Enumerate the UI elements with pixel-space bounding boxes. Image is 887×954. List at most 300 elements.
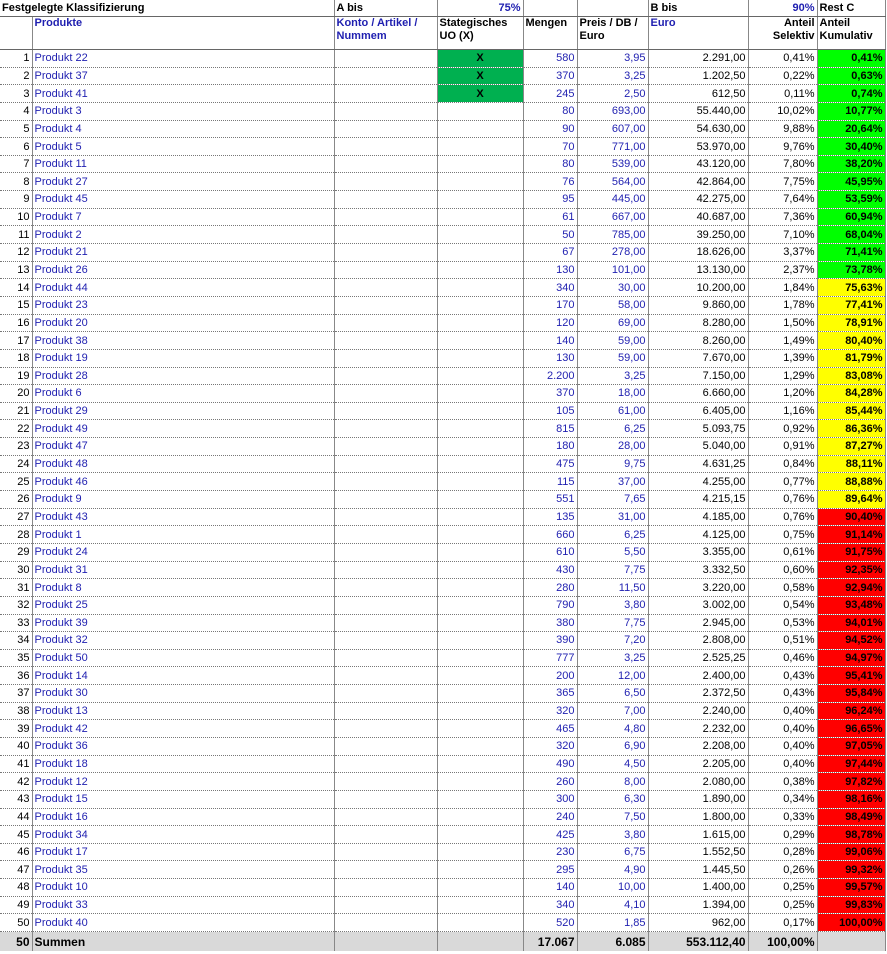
account-number[interactable] <box>334 579 437 597</box>
preis-cell[interactable]: 6,25 <box>577 420 648 438</box>
mengen-cell[interactable]: 390 <box>523 632 577 650</box>
preis-cell[interactable]: 3,80 <box>577 826 648 844</box>
product-name[interactable]: Produkt 38 <box>32 332 334 350</box>
preis-cell[interactable]: 539,00 <box>577 155 648 173</box>
mengen-cell[interactable]: 490 <box>523 755 577 773</box>
mengen-cell[interactable]: 120 <box>523 314 577 332</box>
mengen-cell[interactable]: 115 <box>523 473 577 491</box>
preis-cell[interactable]: 59,00 <box>577 349 648 367</box>
table-row[interactable] <box>0 508 885 526</box>
strategic-flag[interactable] <box>437 296 523 314</box>
account-number[interactable] <box>334 367 437 385</box>
product-name[interactable]: Produkt 2 <box>32 226 334 244</box>
product-name[interactable]: Produkt 19 <box>32 349 334 367</box>
strategic-flag[interactable] <box>437 491 523 509</box>
account-number[interactable] <box>334 208 437 226</box>
preis-cell[interactable]: 607,00 <box>577 120 648 138</box>
mengen-cell[interactable]: 135 <box>523 508 577 526</box>
mengen-cell[interactable]: 50 <box>523 226 577 244</box>
table-row[interactable] <box>0 773 885 791</box>
preis-cell[interactable]: 3,25 <box>577 67 648 85</box>
mengen-cell[interactable]: 130 <box>523 349 577 367</box>
account-number[interactable] <box>334 667 437 685</box>
preis-cell[interactable]: 4,80 <box>577 720 648 738</box>
preis-cell[interactable]: 6,90 <box>577 737 648 755</box>
table-row[interactable] <box>0 790 885 808</box>
account-number[interactable] <box>334 226 437 244</box>
strategic-flag[interactable] <box>437 702 523 720</box>
table-row[interactable] <box>0 191 885 209</box>
account-number[interactable] <box>334 349 437 367</box>
mengen-cell[interactable]: 790 <box>523 596 577 614</box>
account-number[interactable] <box>334 50 437 68</box>
account-number[interactable] <box>334 720 437 738</box>
table-row[interactable] <box>0 720 885 738</box>
account-number[interactable] <box>334 843 437 861</box>
strategic-flag[interactable] <box>437 596 523 614</box>
account-number[interactable] <box>334 808 437 826</box>
mengen-cell[interactable]: 320 <box>523 737 577 755</box>
account-number[interactable] <box>334 879 437 897</box>
product-name[interactable]: Produkt 26 <box>32 261 334 279</box>
strategic-flag[interactable] <box>437 226 523 244</box>
table-row[interactable] <box>0 261 885 279</box>
mengen-cell[interactable]: 2.200 <box>523 367 577 385</box>
preis-cell[interactable]: 59,00 <box>577 332 648 350</box>
product-name[interactable]: Produkt 8 <box>32 579 334 597</box>
preis-cell[interactable]: 7,75 <box>577 561 648 579</box>
preis-cell[interactable]: 6,30 <box>577 790 648 808</box>
strategic-flag[interactable] <box>437 773 523 791</box>
mengen-cell[interactable]: 170 <box>523 296 577 314</box>
mengen-cell[interactable]: 67 <box>523 244 577 262</box>
preis-cell[interactable]: 4,90 <box>577 861 648 879</box>
account-number[interactable] <box>334 173 437 191</box>
table-row[interactable] <box>0 367 885 385</box>
strategic-flag[interactable] <box>437 526 523 544</box>
account-number[interactable] <box>334 632 437 650</box>
mengen-cell[interactable]: 230 <box>523 843 577 861</box>
account-number[interactable] <box>334 914 437 932</box>
account-number[interactable] <box>334 896 437 914</box>
table-row[interactable] <box>0 155 885 173</box>
strategic-flag[interactable] <box>437 173 523 191</box>
table-row[interactable] <box>0 702 885 720</box>
mengen-cell[interactable]: 380 <box>523 614 577 632</box>
product-name[interactable]: Produkt 28 <box>32 367 334 385</box>
strategic-flag[interactable] <box>437 244 523 262</box>
mengen-cell[interactable]: 340 <box>523 896 577 914</box>
product-name[interactable]: Produkt 5 <box>32 138 334 156</box>
preis-cell[interactable]: 3,80 <box>577 596 648 614</box>
table-row[interactable] <box>0 208 885 226</box>
table-row[interactable] <box>0 102 885 120</box>
account-number[interactable] <box>334 790 437 808</box>
table-row[interactable] <box>0 543 885 561</box>
preis-cell[interactable]: 61,00 <box>577 402 648 420</box>
mengen-cell[interactable]: 520 <box>523 914 577 932</box>
product-name[interactable]: Produkt 35 <box>32 861 334 879</box>
table-row[interactable] <box>0 596 885 614</box>
strategic-flag[interactable]: X <box>437 85 523 103</box>
product-name[interactable]: Produkt 48 <box>32 455 334 473</box>
table-row[interactable] <box>0 861 885 879</box>
mengen-cell[interactable]: 551 <box>523 491 577 509</box>
table-row[interactable] <box>0 226 885 244</box>
product-name[interactable]: Produkt 27 <box>32 173 334 191</box>
product-name[interactable]: Produkt 9 <box>32 491 334 509</box>
table-row[interactable] <box>0 438 885 456</box>
table-row[interactable] <box>0 826 885 844</box>
preis-cell[interactable]: 3,95 <box>577 50 648 68</box>
preis-cell[interactable]: 2,50 <box>577 85 648 103</box>
strategic-flag[interactable] <box>437 790 523 808</box>
strategic-flag[interactable] <box>437 579 523 597</box>
strategic-flag[interactable] <box>437 632 523 650</box>
strategic-flag[interactable] <box>437 914 523 932</box>
preis-cell[interactable]: 564,00 <box>577 173 648 191</box>
table-row[interactable] <box>0 296 885 314</box>
table-row[interactable] <box>0 685 885 703</box>
strategic-flag[interactable] <box>437 455 523 473</box>
preis-cell[interactable]: 3,25 <box>577 649 648 667</box>
table-row[interactable] <box>0 667 885 685</box>
product-name[interactable]: Produkt 25 <box>32 596 334 614</box>
account-number[interactable] <box>334 526 437 544</box>
table-row[interactable] <box>0 632 885 650</box>
strategic-flag[interactable] <box>437 279 523 297</box>
table-row[interactable] <box>0 85 885 103</box>
product-name[interactable]: Produkt 15 <box>32 790 334 808</box>
preis-cell[interactable]: 28,00 <box>577 438 648 456</box>
preis-cell[interactable]: 6,25 <box>577 526 648 544</box>
product-name[interactable]: Produkt 42 <box>32 720 334 738</box>
product-name[interactable]: Produkt 3 <box>32 102 334 120</box>
product-name[interactable]: Produkt 29 <box>32 402 334 420</box>
table-row[interactable] <box>0 473 885 491</box>
mengen-cell[interactable]: 815 <box>523 420 577 438</box>
mengen-cell[interactable]: 95 <box>523 191 577 209</box>
preis-cell[interactable]: 667,00 <box>577 208 648 226</box>
account-number[interactable] <box>334 596 437 614</box>
mengen-cell[interactable]: 475 <box>523 455 577 473</box>
strategic-flag[interactable] <box>437 138 523 156</box>
mengen-cell[interactable]: 370 <box>523 67 577 85</box>
mengen-cell[interactable]: 130 <box>523 261 577 279</box>
table-row[interactable] <box>0 173 885 191</box>
account-number[interactable] <box>334 508 437 526</box>
product-name[interactable]: Produkt 13 <box>32 702 334 720</box>
strategic-flag[interactable] <box>437 685 523 703</box>
class-a-threshold[interactable]: 75% <box>437 0 523 17</box>
strategic-flag[interactable]: X <box>437 50 523 68</box>
mengen-cell[interactable]: 300 <box>523 790 577 808</box>
mengen-cell[interactable]: 80 <box>523 102 577 120</box>
table-row[interactable] <box>0 896 885 914</box>
product-name[interactable]: Produkt 22 <box>32 50 334 68</box>
mengen-cell[interactable]: 90 <box>523 120 577 138</box>
preis-cell[interactable]: 101,00 <box>577 261 648 279</box>
table-row[interactable] <box>0 526 885 544</box>
table-row[interactable] <box>0 614 885 632</box>
account-number[interactable] <box>334 826 437 844</box>
strategic-flag[interactable] <box>437 102 523 120</box>
preis-cell[interactable]: 7,65 <box>577 491 648 509</box>
table-row[interactable] <box>0 737 885 755</box>
table-row[interactable] <box>0 843 885 861</box>
strategic-flag[interactable] <box>437 191 523 209</box>
account-number[interactable] <box>334 491 437 509</box>
mengen-cell[interactable]: 610 <box>523 543 577 561</box>
product-name[interactable]: Produkt 46 <box>32 473 334 491</box>
table-row[interactable] <box>0 914 885 932</box>
strategic-flag[interactable] <box>437 508 523 526</box>
preis-cell[interactable]: 69,00 <box>577 314 648 332</box>
account-number[interactable] <box>334 543 437 561</box>
account-number[interactable] <box>334 385 437 403</box>
strategic-flag[interactable] <box>437 385 523 403</box>
account-number[interactable] <box>334 473 437 491</box>
account-number[interactable] <box>334 438 437 456</box>
strategic-flag[interactable]: X <box>437 67 523 85</box>
account-number[interactable] <box>334 67 437 85</box>
mengen-cell[interactable]: 200 <box>523 667 577 685</box>
mengen-cell[interactable]: 240 <box>523 808 577 826</box>
account-number[interactable] <box>334 861 437 879</box>
preis-cell[interactable]: 7,20 <box>577 632 648 650</box>
preis-cell[interactable]: 7,00 <box>577 702 648 720</box>
account-number[interactable] <box>334 261 437 279</box>
mengen-cell[interactable]: 76 <box>523 173 577 191</box>
preis-cell[interactable]: 693,00 <box>577 102 648 120</box>
table-row[interactable] <box>0 50 885 68</box>
table-row[interactable] <box>0 402 885 420</box>
account-number[interactable] <box>334 85 437 103</box>
mengen-cell[interactable]: 320 <box>523 702 577 720</box>
strategic-flag[interactable] <box>437 367 523 385</box>
mengen-cell[interactable]: 660 <box>523 526 577 544</box>
strategic-flag[interactable] <box>437 332 523 350</box>
table-row[interactable] <box>0 455 885 473</box>
mengen-cell[interactable]: 370 <box>523 385 577 403</box>
product-name[interactable]: Produkt 24 <box>32 543 334 561</box>
strategic-flag[interactable] <box>437 420 523 438</box>
table-row[interactable] <box>0 561 885 579</box>
mengen-cell[interactable]: 280 <box>523 579 577 597</box>
preis-cell[interactable]: 31,00 <box>577 508 648 526</box>
account-number[interactable] <box>334 332 437 350</box>
product-name[interactable]: Produkt 30 <box>32 685 334 703</box>
account-number[interactable] <box>334 420 437 438</box>
account-number[interactable] <box>334 191 437 209</box>
account-number[interactable] <box>334 402 437 420</box>
product-name[interactable]: Produkt 10 <box>32 879 334 897</box>
strategic-flag[interactable] <box>437 561 523 579</box>
product-name[interactable]: Produkt 11 <box>32 155 334 173</box>
product-name[interactable]: Produkt 41 <box>32 85 334 103</box>
product-name[interactable]: Produkt 36 <box>32 737 334 755</box>
table-row[interactable] <box>0 385 885 403</box>
strategic-flag[interactable] <box>437 402 523 420</box>
strategic-flag[interactable] <box>437 737 523 755</box>
table-row[interactable] <box>0 138 885 156</box>
account-number[interactable] <box>334 296 437 314</box>
preis-cell[interactable]: 58,00 <box>577 296 648 314</box>
preis-cell[interactable]: 18,00 <box>577 385 648 403</box>
class-b-threshold[interactable]: 90% <box>748 0 817 17</box>
product-name[interactable]: Produkt 20 <box>32 314 334 332</box>
table-row[interactable] <box>0 349 885 367</box>
strategic-flag[interactable] <box>437 543 523 561</box>
product-name[interactable]: Produkt 7 <box>32 208 334 226</box>
mengen-cell[interactable]: 340 <box>523 279 577 297</box>
table-row[interactable] <box>0 420 885 438</box>
account-number[interactable] <box>334 314 437 332</box>
account-number[interactable] <box>334 244 437 262</box>
account-number[interactable] <box>334 102 437 120</box>
product-name[interactable]: Produkt 4 <box>32 120 334 138</box>
preis-cell[interactable]: 6,75 <box>577 843 648 861</box>
table-row[interactable] <box>0 808 885 826</box>
mengen-cell[interactable]: 140 <box>523 879 577 897</box>
preis-cell[interactable]: 7,50 <box>577 808 648 826</box>
account-number[interactable] <box>334 120 437 138</box>
product-name[interactable]: Produkt 37 <box>32 67 334 85</box>
preis-cell[interactable]: 11,50 <box>577 579 648 597</box>
strategic-flag[interactable] <box>437 649 523 667</box>
table-row[interactable] <box>0 755 885 773</box>
product-name[interactable]: Produkt 18 <box>32 755 334 773</box>
mengen-cell[interactable]: 140 <box>523 332 577 350</box>
product-name[interactable]: Produkt 31 <box>32 561 334 579</box>
product-name[interactable]: Produkt 39 <box>32 614 334 632</box>
table-row[interactable] <box>0 279 885 297</box>
product-name[interactable]: Produkt 16 <box>32 808 334 826</box>
strategic-flag[interactable] <box>437 155 523 173</box>
strategic-flag[interactable] <box>437 349 523 367</box>
table-row[interactable] <box>0 491 885 509</box>
strategic-flag[interactable] <box>437 208 523 226</box>
account-number[interactable] <box>334 279 437 297</box>
preis-cell[interactable]: 5,50 <box>577 543 648 561</box>
mengen-cell[interactable]: 465 <box>523 720 577 738</box>
preis-cell[interactable]: 1,85 <box>577 914 648 932</box>
mengen-cell[interactable]: 61 <box>523 208 577 226</box>
product-name[interactable]: Produkt 6 <box>32 385 334 403</box>
account-number[interactable] <box>334 737 437 755</box>
table-row[interactable] <box>0 579 885 597</box>
table-row[interactable] <box>0 314 885 332</box>
product-name[interactable]: Produkt 17 <box>32 843 334 861</box>
product-name[interactable]: Produkt 47 <box>32 438 334 456</box>
account-number[interactable] <box>334 702 437 720</box>
preis-cell[interactable]: 3,25 <box>577 367 648 385</box>
preis-cell[interactable]: 7,75 <box>577 614 648 632</box>
account-number[interactable] <box>334 614 437 632</box>
product-name[interactable]: Produkt 23 <box>32 296 334 314</box>
product-name[interactable]: Produkt 33 <box>32 896 334 914</box>
preis-cell[interactable]: 6,50 <box>577 685 648 703</box>
strategic-flag[interactable] <box>437 896 523 914</box>
mengen-cell[interactable]: 425 <box>523 826 577 844</box>
mengen-cell[interactable]: 580 <box>523 50 577 68</box>
preis-cell[interactable]: 278,00 <box>577 244 648 262</box>
product-name[interactable]: Produkt 43 <box>32 508 334 526</box>
product-name[interactable]: Produkt 34 <box>32 826 334 844</box>
strategic-flag[interactable] <box>437 843 523 861</box>
preis-cell[interactable]: 785,00 <box>577 226 648 244</box>
mengen-cell[interactable]: 295 <box>523 861 577 879</box>
strategic-flag[interactable] <box>437 314 523 332</box>
table-row[interactable] <box>0 879 885 897</box>
product-name[interactable]: Produkt 50 <box>32 649 334 667</box>
mengen-cell[interactable]: 260 <box>523 773 577 791</box>
account-number[interactable] <box>334 155 437 173</box>
strategic-flag[interactable] <box>437 120 523 138</box>
account-number[interactable] <box>334 138 437 156</box>
account-number[interactable] <box>334 455 437 473</box>
mengen-cell[interactable]: 777 <box>523 649 577 667</box>
strategic-flag[interactable] <box>437 861 523 879</box>
strategic-flag[interactable] <box>437 614 523 632</box>
strategic-flag[interactable] <box>437 755 523 773</box>
account-number[interactable] <box>334 649 437 667</box>
strategic-flag[interactable] <box>437 261 523 279</box>
preis-cell[interactable]: 10,00 <box>577 879 648 897</box>
table-row[interactable] <box>0 332 885 350</box>
preis-cell[interactable]: 4,50 <box>577 755 648 773</box>
product-name[interactable]: Produkt 44 <box>32 279 334 297</box>
table-row[interactable] <box>0 649 885 667</box>
product-name[interactable]: Produkt 49 <box>32 420 334 438</box>
preis-cell[interactable]: 9,75 <box>577 455 648 473</box>
strategic-flag[interactable] <box>437 808 523 826</box>
product-name[interactable]: Produkt 14 <box>32 667 334 685</box>
strategic-flag[interactable] <box>437 473 523 491</box>
product-name[interactable]: Produkt 1 <box>32 526 334 544</box>
mengen-cell[interactable]: 105 <box>523 402 577 420</box>
preis-cell[interactable]: 12,00 <box>577 667 648 685</box>
account-number[interactable] <box>334 755 437 773</box>
product-name[interactable]: Produkt 32 <box>32 632 334 650</box>
account-number[interactable] <box>334 685 437 703</box>
product-name[interactable]: Produkt 21 <box>32 244 334 262</box>
mengen-cell[interactable]: 245 <box>523 85 577 103</box>
strategic-flag[interactable] <box>437 826 523 844</box>
mengen-cell[interactable]: 365 <box>523 685 577 703</box>
strategic-flag[interactable] <box>437 720 523 738</box>
account-number[interactable] <box>334 773 437 791</box>
product-name[interactable]: Produkt 45 <box>32 191 334 209</box>
mengen-cell[interactable]: 430 <box>523 561 577 579</box>
preis-cell[interactable]: 30,00 <box>577 279 648 297</box>
strategic-flag[interactable] <box>437 879 523 897</box>
table-row[interactable] <box>0 244 885 262</box>
table-row[interactable] <box>0 67 885 85</box>
preis-cell[interactable]: 771,00 <box>577 138 648 156</box>
product-name[interactable]: Produkt 40 <box>32 914 334 932</box>
mengen-cell[interactable]: 80 <box>523 155 577 173</box>
preis-cell[interactable]: 37,00 <box>577 473 648 491</box>
table-row[interactable] <box>0 120 885 138</box>
strategic-flag[interactable] <box>437 438 523 456</box>
mengen-cell[interactable]: 70 <box>523 138 577 156</box>
preis-cell[interactable]: 8,00 <box>577 773 648 791</box>
preis-cell[interactable]: 445,00 <box>577 191 648 209</box>
product-name[interactable]: Produkt 12 <box>32 773 334 791</box>
mengen-cell[interactable]: 180 <box>523 438 577 456</box>
preis-cell[interactable]: 4,10 <box>577 896 648 914</box>
